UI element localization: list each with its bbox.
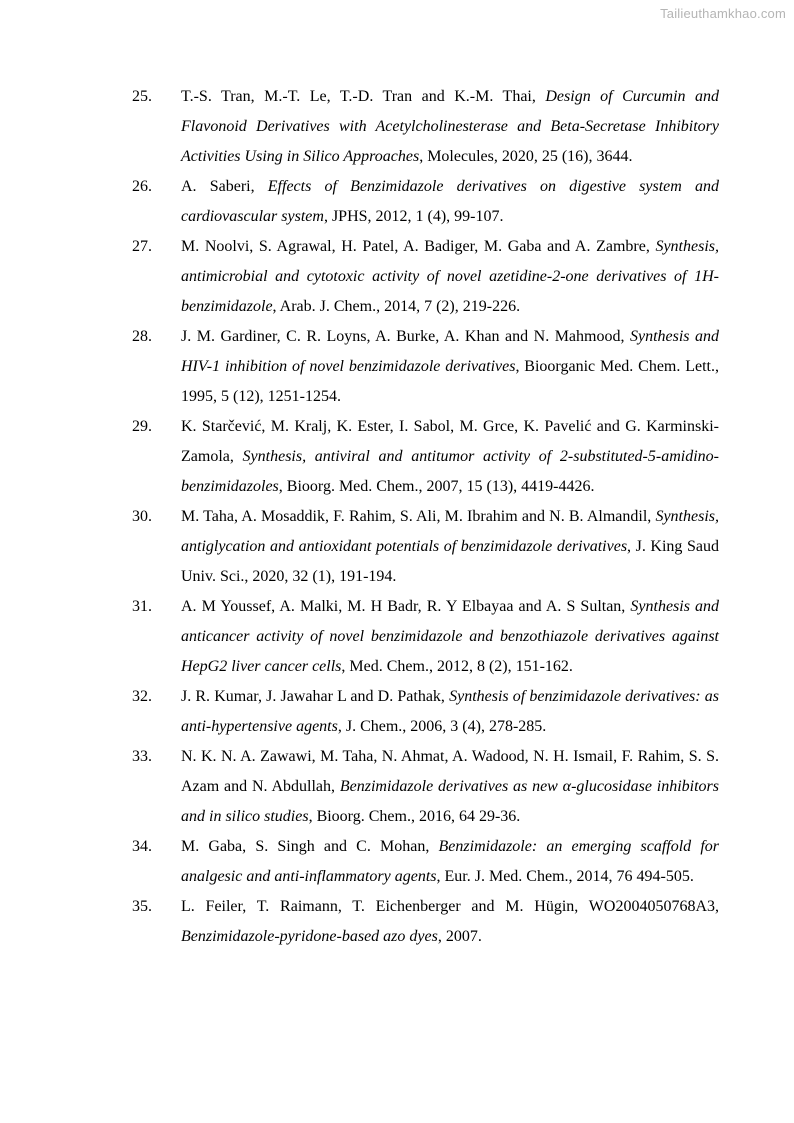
reference-authors: J. R. Kumar, J. Jawahar L and D. Pathak, (181, 688, 450, 705)
reference-source: , Bioorg. Chem., 2016, 64 29-36. (308, 808, 521, 825)
reference-number: 34. (132, 838, 152, 855)
reference-title: Synthesis, antiviral and antitumor activity of 2-substituted-5-amidino-benzimidazoles (181, 448, 719, 495)
reference-number: 26. (132, 178, 152, 195)
reference-title: Effects of Benzimidazole derivatives on digestive system and cardiovascular system (181, 178, 719, 225)
reference-number: 30. (132, 508, 152, 525)
reference-source: , 2007. (437, 928, 482, 945)
reference-text (181, 682, 719, 742)
reference-item (0, 502, 794, 592)
reference-number: 31. (132, 598, 152, 615)
reference-text (181, 232, 719, 322)
reference-text (181, 412, 719, 502)
reference-item (0, 322, 794, 412)
reference-text (181, 502, 719, 592)
reference-item (0, 892, 794, 952)
reference-text (181, 892, 719, 952)
reference-authors: M. Gaba, S. Singh and C. Mohan, (181, 838, 439, 855)
reference-item (0, 82, 794, 172)
reference-item (0, 172, 794, 232)
reference-authors: L. Feiler, T. Raimann, T. Eichenberger and M. Hügin, WO2004050768A3, (181, 898, 719, 915)
reference-authors: T.-S. Tran, M.-T. Le, T.-D. Tran and K.-M. Thai, (181, 88, 546, 105)
reference-source: , Bioorganic Med. Chem. Lett., 1995, 5 (12), 1251-1254. (181, 358, 719, 405)
reference-number: 35. (132, 898, 152, 915)
reference-number: 27. (132, 238, 152, 255)
reference-title: Synthesis, antimicrobial and cytotoxic activity of novel azetidine-2-one derivatives of 1H-benzimidazole (181, 238, 719, 315)
watermark-text: Tailieuthamkhao.com (660, 6, 786, 21)
reference-authors: K. Starčević, M. Kralj, K. Ester, I. Sabol, M. Grce, K. Pavelić and G. Karminski-Zamola, (181, 418, 719, 465)
reference-source: , Med. Chem., 2012, 8 (2), 151-162. (341, 658, 573, 675)
reference-title: Synthesis and HIV-1 inhibition of novel benzimidazole derivatives (181, 328, 720, 375)
reference-source: , Eur. J. Med. Chem., 2014, 76 494-505. (436, 868, 694, 885)
reference-authors: A. M Youssef, A. Malki, M. H Badr, R. Y Elbayaa and A. S Sultan, (181, 598, 631, 615)
reference-authors: J. M. Gardiner, C. R. Loyns, A. Burke, A. Khan and N. Mahmood, (181, 328, 630, 345)
reference-number: 32. (132, 688, 152, 705)
reference-authors: M. Taha, A. Mosaddik, F. Rahim, S. Ali, M. Ibrahim and N. B. Almandil, (181, 508, 656, 525)
reference-list (0, 82, 794, 952)
reference-text (181, 172, 719, 232)
reference-authors: N. K. N. A. Zawawi, M. Taha, N. Ahmat, A. Wadood, N. H. Ismail, F. Rahim, S. S. Azam and N. Abdullah, (181, 748, 719, 795)
reference-source: , J. King Saud Univ. Sci., 2020, 32 (1), 191-194. (181, 538, 719, 585)
reference-title: Synthesis, antiglycation and antioxidant potentials of benzimidazole derivatives (181, 508, 719, 555)
reference-title: Benzimidazole: an emerging scaffold for analgesic and anti-inflammatory agents (181, 838, 720, 885)
reference-number: 29. (132, 418, 152, 435)
reference-item (0, 592, 794, 682)
reference-item (0, 232, 794, 322)
reference-title: Benzimidazole derivatives as new α-glucosidase inhibitors and in silico studies (181, 778, 719, 825)
reference-item (0, 832, 794, 892)
reference-text (181, 832, 719, 892)
reference-authors: M. Noolvi, S. Agrawal, H. Patel, A. Badiger, M. Gaba and A. Zambre, (181, 238, 656, 255)
reference-source: , J. Chem., 2006, 3 (4), 278-285. (337, 718, 547, 735)
reference-title: Synthesis and anticancer activity of novel benzimidazole and benzothiazole derivatives against HepG2 liver cancer cells (181, 598, 720, 675)
reference-source: , Molecules, 2020, 25 (16), 3644. (419, 148, 633, 165)
reference-item (0, 412, 794, 502)
reference-source: , Arab. J. Chem., 2014, 7 (2), 219-226. (272, 298, 521, 315)
reference-title: Design of Curcumin and Flavonoid Derivatives with Acetylcholinesterase and Beta-Secretase Inhibitory Activities Using in Silico Approaches (181, 88, 720, 165)
reference-text (181, 742, 719, 832)
reference-authors: A. Saberi, (181, 178, 268, 195)
reference-text (181, 592, 719, 682)
reference-number: 28. (132, 328, 152, 345)
reference-number: 25. (132, 88, 152, 105)
reference-text (181, 82, 719, 172)
reference-title: Benzimidazole-pyridone-based azo dyes (181, 928, 438, 945)
reference-title: Synthesis of benzimidazole derivatives: as anti-hypertensive agents (181, 688, 719, 735)
reference-item (0, 742, 794, 832)
reference-number: 33. (132, 748, 152, 765)
reference-item (0, 682, 794, 742)
reference-source: , JPHS, 2012, 1 (4), 99-107. (323, 208, 504, 225)
reference-source: , Bioorg. Med. Chem., 2007, 15 (13), 4419-4426. (278, 478, 595, 495)
reference-text (181, 322, 719, 412)
